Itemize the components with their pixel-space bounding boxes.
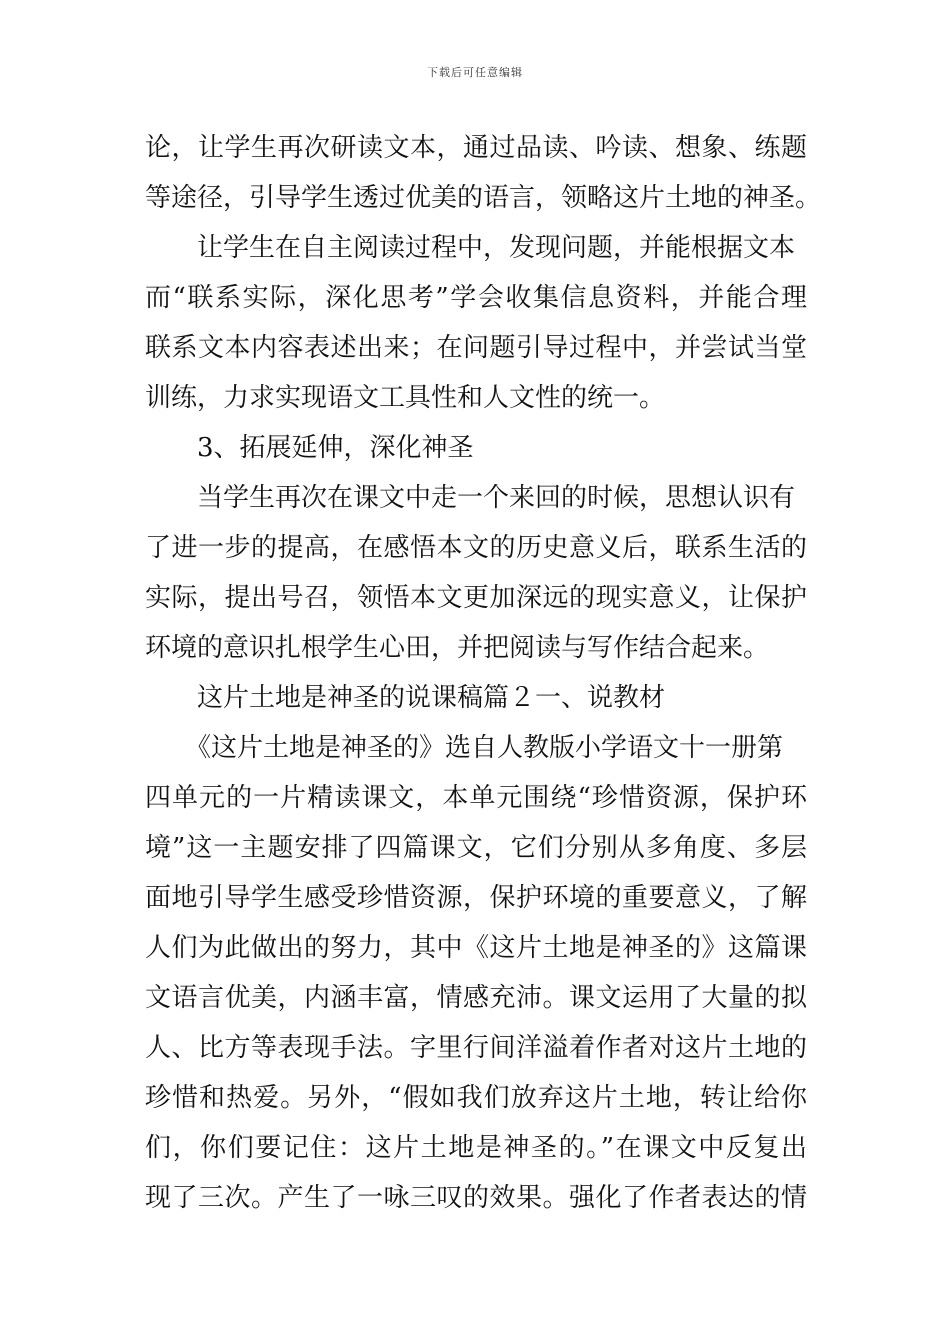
text-line: 人、比方等表现手法。字里行间洋溢着作者对这片土地的 [145, 1033, 807, 1063]
text-line: 四单元的一片精读课文，本单元围绕“珍惜资源，保护环 [145, 783, 807, 813]
text-line: 们，你们要记住：这片土地是神圣的。”在课文中反复出 [145, 1133, 807, 1163]
text-line: 珍惜和热爱。另外，“假如我们放弃这片土地，转让给你 [145, 1083, 807, 1113]
text-line: 等途径，引导学生透过优美的语言，领略这片土地的神圣。 [145, 183, 822, 213]
text-line: 现了三次。产生了一咏三叹的效果。强化了作者表达的情 [145, 1183, 807, 1213]
text-line: 文语言优美，内涵丰富，情感充沛。课文运用了大量的拟 [145, 983, 807, 1013]
text-line: 了进一步的提高，在感悟本文的历史意义后，联系生活的 [145, 533, 807, 563]
text-line: 论，让学生再次研读文本，通过品读、吟读、想象、练题 [145, 133, 807, 163]
text-line: 联系文本内容表述出来；在问题引导过程中，并尝试当堂 [145, 333, 807, 363]
page-header: 下载后可任意编辑 [427, 66, 523, 79]
text-line: 当学生再次在课文中走一个来回的时候，思想认识有 [197, 483, 796, 513]
text-line: 训练，力求实现语文工具性和人文性的统一。 [145, 383, 666, 413]
text-line: 面地引导学生感受珍惜资源，保护环境的重要意义，了解 [145, 883, 807, 913]
text-line: 实际，提出号召，领悟本文更加深远的现实意义，让保护 [145, 583, 807, 613]
section-heading: 3、拓展延伸，深化神圣 [197, 433, 474, 463]
text-line: 《这片土地是神圣的》选自人教版小学语文十一册第 [185, 733, 784, 763]
text-line: 而“联系实际，深化思考”学会收集信息资料，并能合理 [145, 283, 807, 313]
text-line: 让学生在自主阅读过程中，发现问题，并能根据文本 [197, 233, 796, 263]
text-line: 环境的意识扎根学生心田，并把阅读与写作结合起来。 [145, 633, 770, 663]
text-line: 境”这一主题安排了四篇课文，它们分别从多角度、多层 [145, 833, 807, 863]
text-line: 人们为此做出的努力，其中《这片土地是神圣的》这篇课 [145, 933, 807, 963]
section-title: 这片土地是神圣的说课稿篇２一、说教材 [197, 683, 666, 713]
